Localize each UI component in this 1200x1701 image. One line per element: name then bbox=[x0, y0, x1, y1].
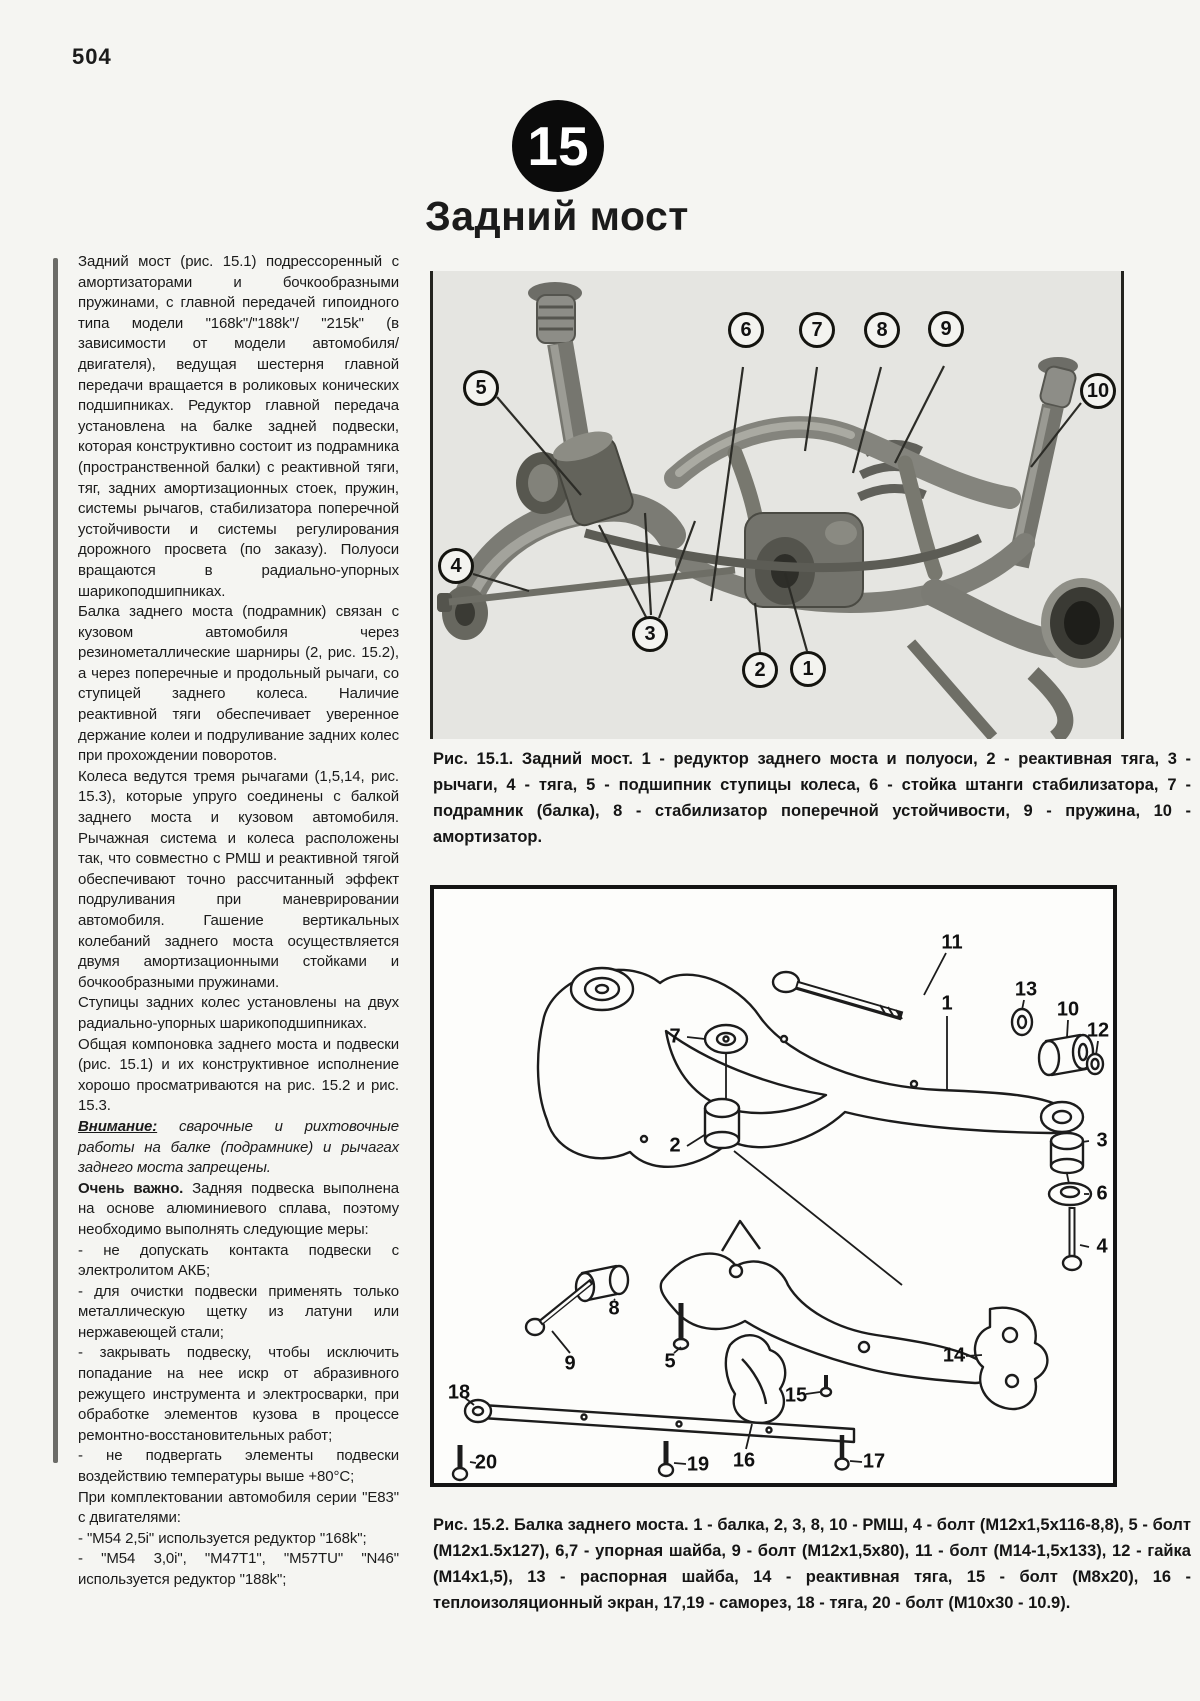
figure1-callout-4: 4 bbox=[438, 548, 474, 584]
important-paragraph bbox=[78, 1179, 399, 1241]
figure2-label-11: 11 bbox=[941, 931, 963, 954]
bullet-item: - для очистки подвески применять только металлическую щетку из латуни или нержавеющей стали; bbox=[78, 1282, 399, 1341]
figure1-callout-9: 9 bbox=[928, 311, 964, 347]
bullet-item: - не допускать контакта подвески с электролитом АКБ; bbox=[78, 1241, 399, 1280]
figure2-label-16: 16 bbox=[732, 1449, 756, 1472]
chapter-badge bbox=[512, 100, 604, 192]
bushing-8-art bbox=[576, 1266, 628, 1301]
heat-shield-art bbox=[726, 1335, 785, 1423]
paragraph: Балка заднего моста (подрамник) связан с кузовом автомобиля через резинометаллические шарниры (2, рис. 15.2), а через поперечные и продольный рычаги, со ступицей заднего колеса. Наличие реактивной тяги обеспечивает уверенное держание колеи и подруливание задних колес при прохождении поворотов. bbox=[78, 603, 399, 765]
figure1-callout-5: 5 bbox=[463, 370, 499, 406]
washer-6-art bbox=[1049, 1174, 1091, 1205]
chapter-number: 15 bbox=[527, 115, 589, 177]
important-label: Очень важно. bbox=[78, 1179, 184, 1197]
figure2-label-10: 10 bbox=[1056, 998, 1080, 1021]
figure-15-1 bbox=[430, 271, 1124, 739]
figure2-label-9: 9 bbox=[564, 1352, 576, 1375]
warning-label: Внимание: bbox=[78, 1117, 158, 1135]
bushing-10-art bbox=[1039, 1035, 1093, 1075]
figure2-label-20: 20 bbox=[474, 1451, 498, 1474]
figure1-callout-10: 10 bbox=[1080, 373, 1116, 409]
paragraph: Общая компоновка заднего моста и подвески (рис. 15.1) и их конструктивное исполнение хорошо просматриваются на рис. 15.2 и рис. 15.3. bbox=[78, 1035, 399, 1115]
bracket-14-art bbox=[975, 1308, 1047, 1409]
bullet-item: - "М54 2,5i" используется редуктор "168k"; bbox=[78, 1529, 367, 1547]
bolt-4-art bbox=[1063, 1207, 1081, 1270]
figure1-callout-8: 8 bbox=[864, 312, 900, 348]
bushing-3-art bbox=[1051, 1132, 1083, 1173]
figure2-label-6: 6 bbox=[1096, 1182, 1108, 1205]
figure2-label-15: 15 bbox=[784, 1384, 808, 1407]
figure1-caption: Рис. 15.1. Задний мост. 1 - редуктор заднего моста и полуоси, 2 - реактивная тяга, 3 - рычаги, 4 - тяга, 5 - подшипник ступицы колеса, 6 - стойка штанги стабилизатора, 7 - подрамник (балка), 8 - стабилизатор поперечной устойчивости, 9 - пружина, 10 - амортизатор. bbox=[433, 750, 1191, 846]
figure1-callout-1: 1 bbox=[790, 651, 826, 687]
figure-15-2 bbox=[430, 885, 1117, 1487]
figure1-callout-7: 7 bbox=[799, 312, 835, 348]
bolt-20-art bbox=[453, 1445, 467, 1480]
body-text-column bbox=[78, 252, 399, 1591]
figure2-label-17: 17 bbox=[862, 1450, 886, 1473]
bolt-15-art bbox=[821, 1375, 831, 1396]
paragraph: Ступицы задних колес установлены на двух радиально-упорных шарикоподшипниках. bbox=[78, 994, 399, 1032]
figure2-label-13: 13 bbox=[1014, 978, 1038, 1001]
figure2-caption: Рис. 15.2. Балка заднего моста. 1 - балка, 2, 3, 8, 10 - РМШ, 4 - болт (М12х1,5х116-8,8), 5 - болт (М12х1.5х127), 6,7 - упорная шайба, 9 - болт (М12х1,5х80), 11 - болт (М14-1,5х133), 12 - гайка (М14х1,5), 13 - распорная шайба, 14 - реактивная тяга, 15 - болт (М8х20), 16 - теплоизоляционный экран, 17,19 - саморез, 18 - тяга, 20 - болт (М10х30 - 10.9). bbox=[433, 1516, 1191, 1612]
figure1-callout-2: 2 bbox=[742, 652, 778, 688]
figure2-label-2: 2 bbox=[669, 1134, 681, 1157]
axle-beam-drawing bbox=[434, 889, 1113, 1483]
figure1-callout-3: 3 bbox=[632, 616, 668, 652]
figure2-label-1: 1 bbox=[941, 992, 953, 1015]
important-text: Задняя подвеска выполнена на основе алюминиевого сплава, поэтому необходимо выполнять следующие меры: bbox=[78, 1179, 400, 1238]
warning-text: сварочные и рихтовочные работы на балке (подрамнике) и рычагах заднего моста запрещены. bbox=[78, 1117, 399, 1177]
figure2-label-5: 5 bbox=[664, 1350, 676, 1373]
paragraph: При комплектовании автомобиля серии "Е83" с двигателями: bbox=[78, 1488, 399, 1527]
paragraph: Колеса ведутся тремя рычагами (1,5,14, рис. 15.3), которые упруго соединены с балкой заднего моста и кузовом автомобиля. Рычажная система и колеса расположены так, что совместно с РМШ и реактивной тягой обеспечивают точно рассчитанный эффект подруливания при маневрировании автомобиля. Гашение вертикальных колебаний заднего моста осуществляется двумя амортизационными стойками и бочкообразными пружинами. bbox=[78, 767, 399, 991]
figure2-label-3: 3 bbox=[1096, 1129, 1108, 1152]
control-arm-art bbox=[661, 1254, 989, 1383]
bullet-item: - закрывать подвеску, чтобы исключить попадание на нее искр от абразивного режущего инструмента и электросварки, при обработке элементов кузова в процессе ремонтно-восстановительных работ; bbox=[78, 1344, 399, 1444]
trailing-arm-right-art bbox=[935, 578, 1121, 738]
warning-paragraph bbox=[78, 1117, 399, 1179]
figure2-label-12: 12 bbox=[1086, 1019, 1110, 1042]
figure2-label-18: 18 bbox=[447, 1381, 471, 1404]
bolt-11-art bbox=[773, 972, 902, 1019]
figure2-label-7: 7 bbox=[669, 1025, 681, 1048]
bullet-item: - "М54 3,0i", "М47Т1", "М57TU" "N46" используется редуктор "188k"; bbox=[78, 1550, 399, 1588]
figure2-label-14: 14 bbox=[942, 1344, 966, 1367]
chapter-title: Задний мост bbox=[425, 193, 689, 239]
bolt-9-art bbox=[526, 1281, 592, 1335]
figure2-label-19: 19 bbox=[686, 1453, 710, 1476]
figure2-label-8: 8 bbox=[608, 1297, 620, 1320]
scan-gutter-shadow bbox=[53, 258, 58, 1463]
differential-art bbox=[745, 513, 863, 607]
figure2-label-4: 4 bbox=[1096, 1235, 1108, 1258]
figure1-callout-6: 6 bbox=[728, 312, 764, 348]
halfshaft-art bbox=[911, 643, 993, 737]
page-number: 504 bbox=[72, 44, 112, 69]
screw-19-art bbox=[659, 1441, 673, 1476]
paragraph: Задний мост (рис. 15.1) подрессоренный с амортизаторами и бочкообразными пружинами, с главной передачей гипоидного типа модели "168k"/"188k"/ "215k" (в зависимости от модели автомобиля/двигателя), ведущая шестерня главной передачи вращается в роликовых конических подшипниках. Редуктор главной передача установлена на балке задней подвески, которая конструктивно состоит из подрамника (пространственной балки) с реактивной тяги, тяг, задних амортизационных стоек, пружин, системы рычагов, стабилизатора поперечной устойчивости и системы регулирования дорожного просвета (по заказу). Полуоси вращаются в радиально-упорных шарикоподшипниках. bbox=[78, 253, 399, 600]
bullet-item: - не подвергать элементы подвески воздействию температуры выше +80°С; bbox=[78, 1447, 399, 1486]
